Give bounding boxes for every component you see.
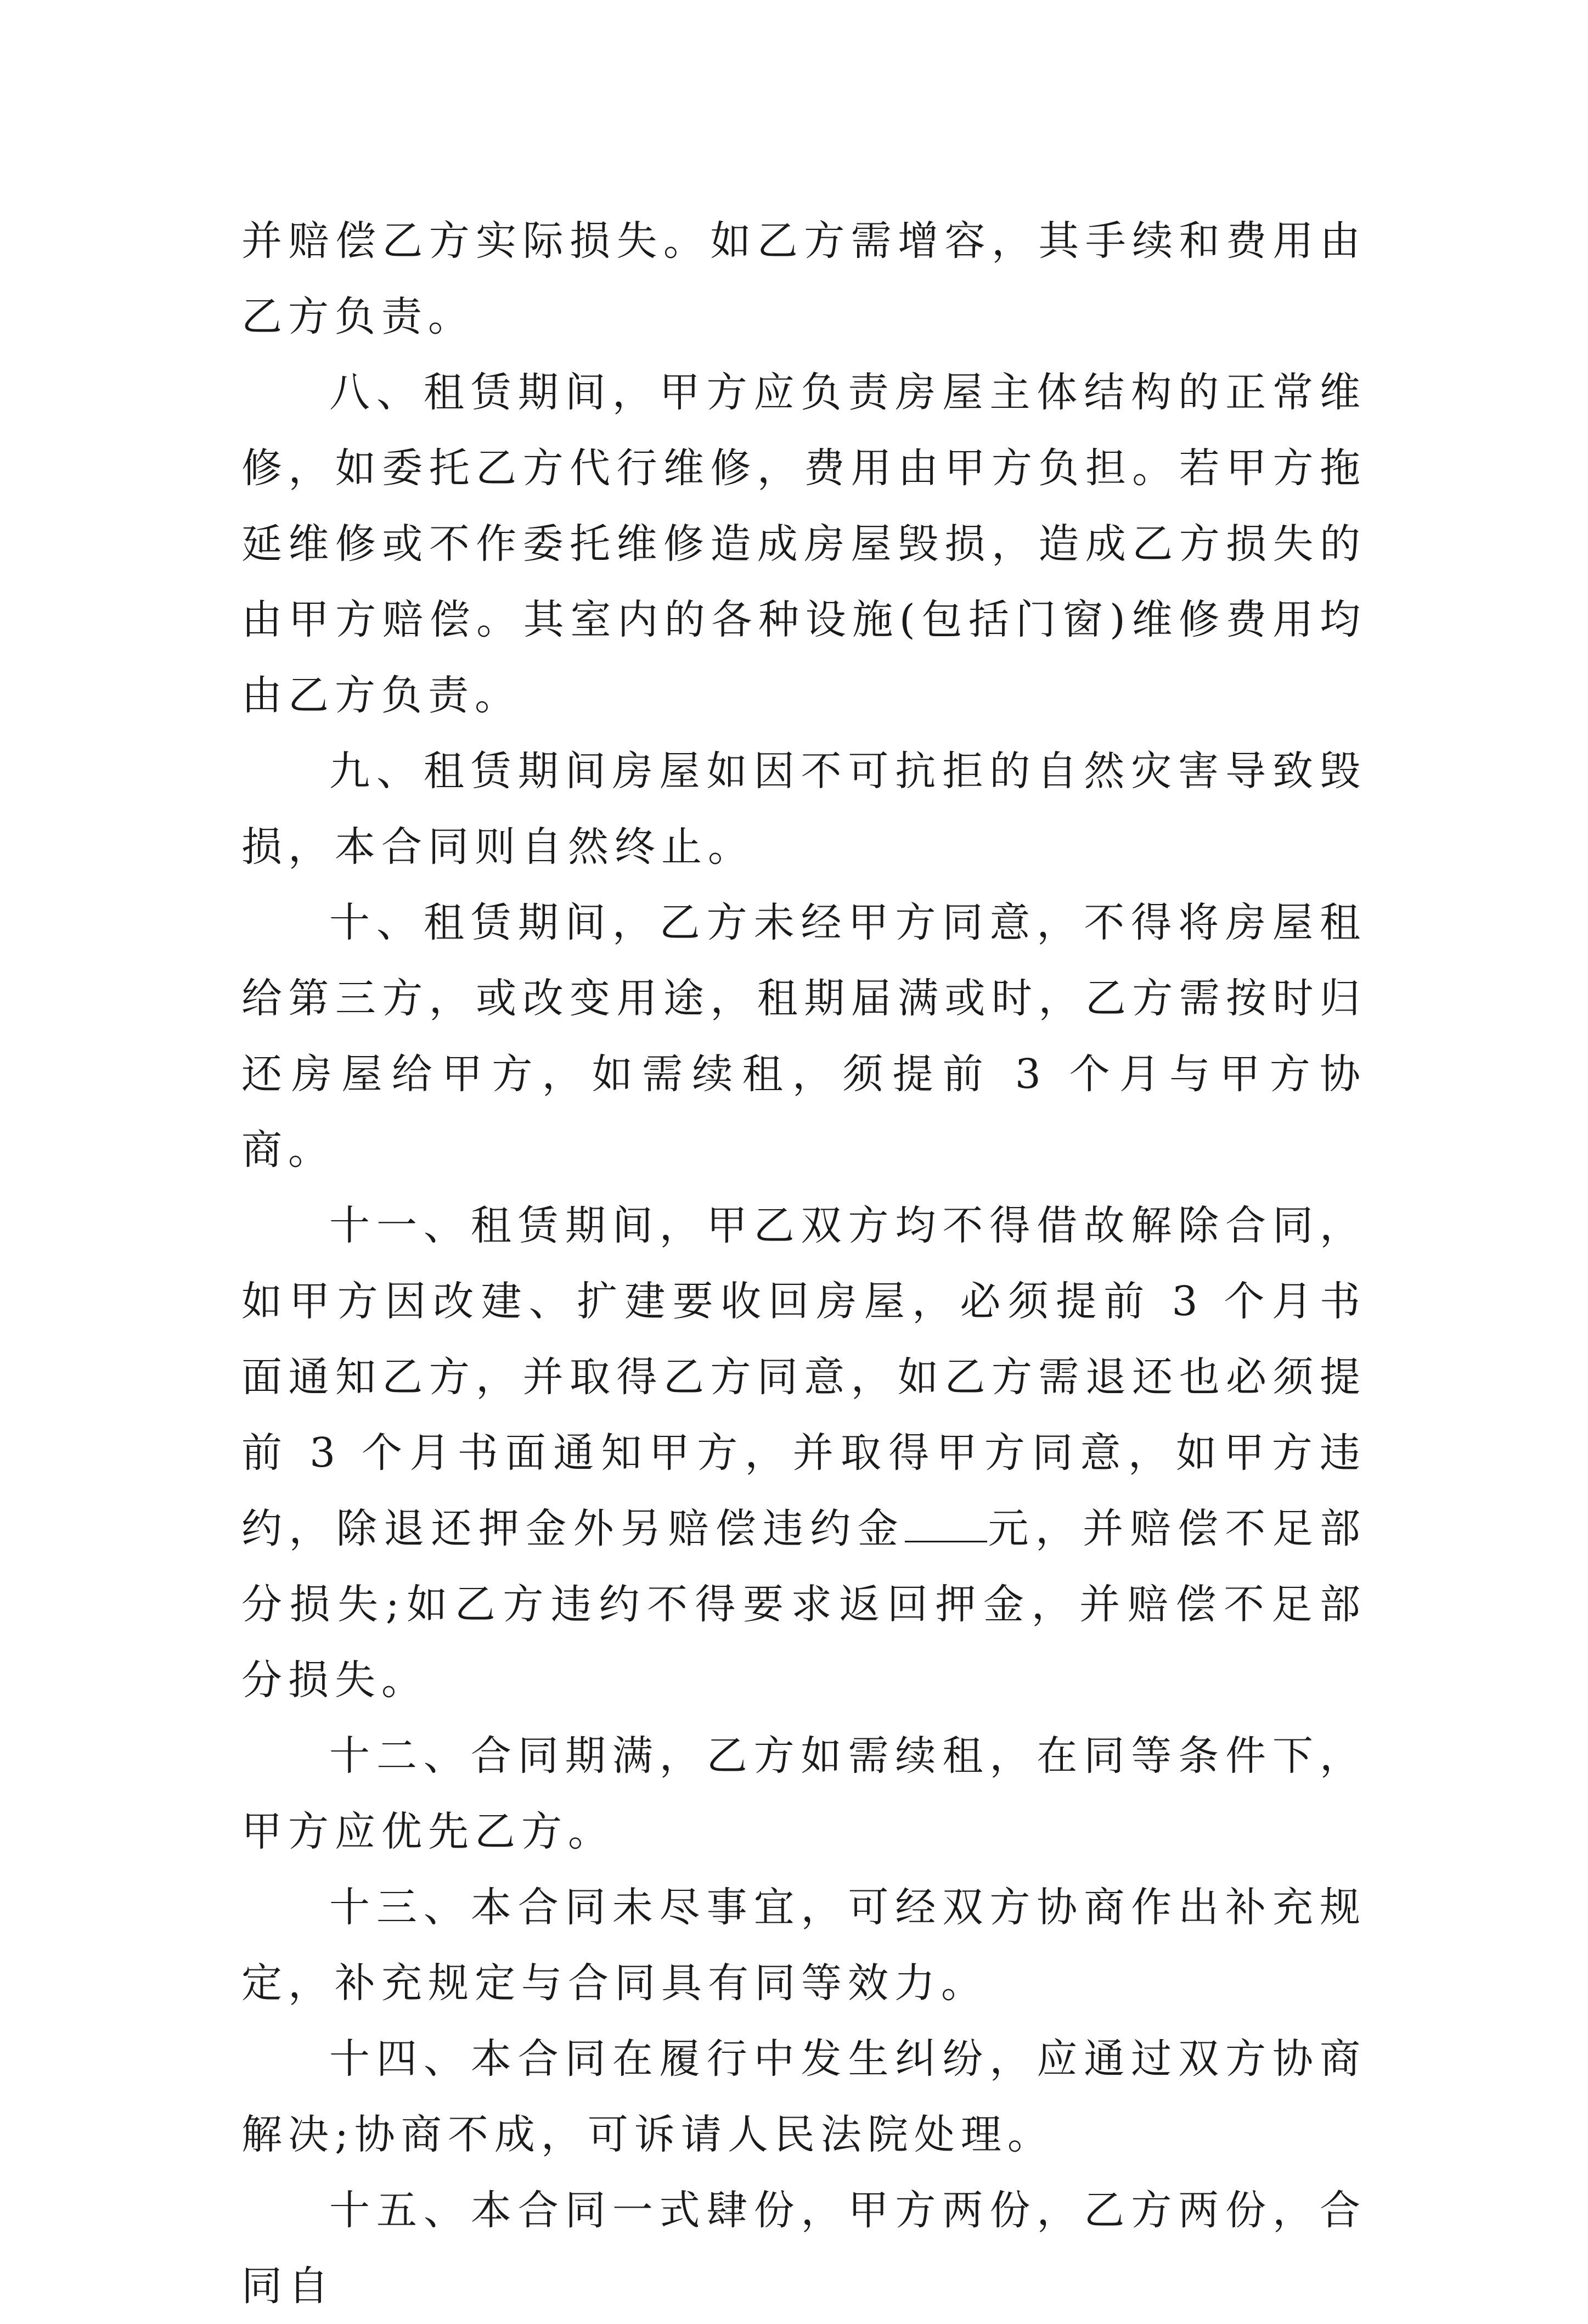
- clause-11-text-before: 十一、租赁期间，甲乙双方均不得借故解除合同，如甲方因改建、扩建要收回房屋，必须提前 3 个月书面通知乙方，并取得乙方同意，如乙方需退还也必须提前 3 个月书面通知甲方，并取得甲方同意，如甲方违约，除退还押金外另赔偿违约金: [241, 1202, 1366, 1552]
- clause-13: 十三、本合同未尽事宜，可经双方协商作出补充规定，补充规定与合同具有同等效力。: [241, 1884, 1366, 2007]
- clause-10: 十、租赁期间，乙方未经甲方同意，不得将房屋租给第三方，或改变用途，租期届满或时，乙方需按时归还房屋给甲方，如需续租，须提前 3 个月与甲方协商。: [241, 899, 1366, 1174]
- clause-11-text-after: 元，并赔偿不足部分损失;如乙方违约不得要求返回押金，并赔偿不足部分损失。: [241, 1505, 1367, 1704]
- fill-in-blank: [905, 1508, 987, 1542]
- clause-9: 九、租赁期间房屋如因不可抗拒的自然灾害导致毁损，本合同则自然终止。: [241, 748, 1366, 871]
- clause-14: 十四、本合同在履行中发生纠纷，应通过双方协商解决;协商不成，可诉请人民法院处理。: [241, 2035, 1366, 2158]
- clause-8: 八、租赁期间，甲方应负责房屋主体结构的正常维修，如委托乙方代行维修，费用由甲方负担。若甲方拖延维修或不作委托维修造成房屋毁损，造成乙方损失的由甲方赔偿。其室内的各种设施(包括门窗)维修费用均由乙方负责。: [241, 369, 1366, 719]
- clause-15: 十五、本合同一式肆份，甲方两份，乙方两份，合同自: [241, 2187, 1366, 2310]
- paragraph-continuation: 并赔偿乙方实际损失。如乙方需增容，其手续和费用由乙方负责。: [241, 217, 1366, 340]
- clause-12: 十二、合同期满，乙方如需续租，在同等条件下，甲方应优先乙方。: [241, 1732, 1366, 1855]
- clause-11: [241, 1188, 1366, 1718]
- document-body: [241, 203, 1366, 2324]
